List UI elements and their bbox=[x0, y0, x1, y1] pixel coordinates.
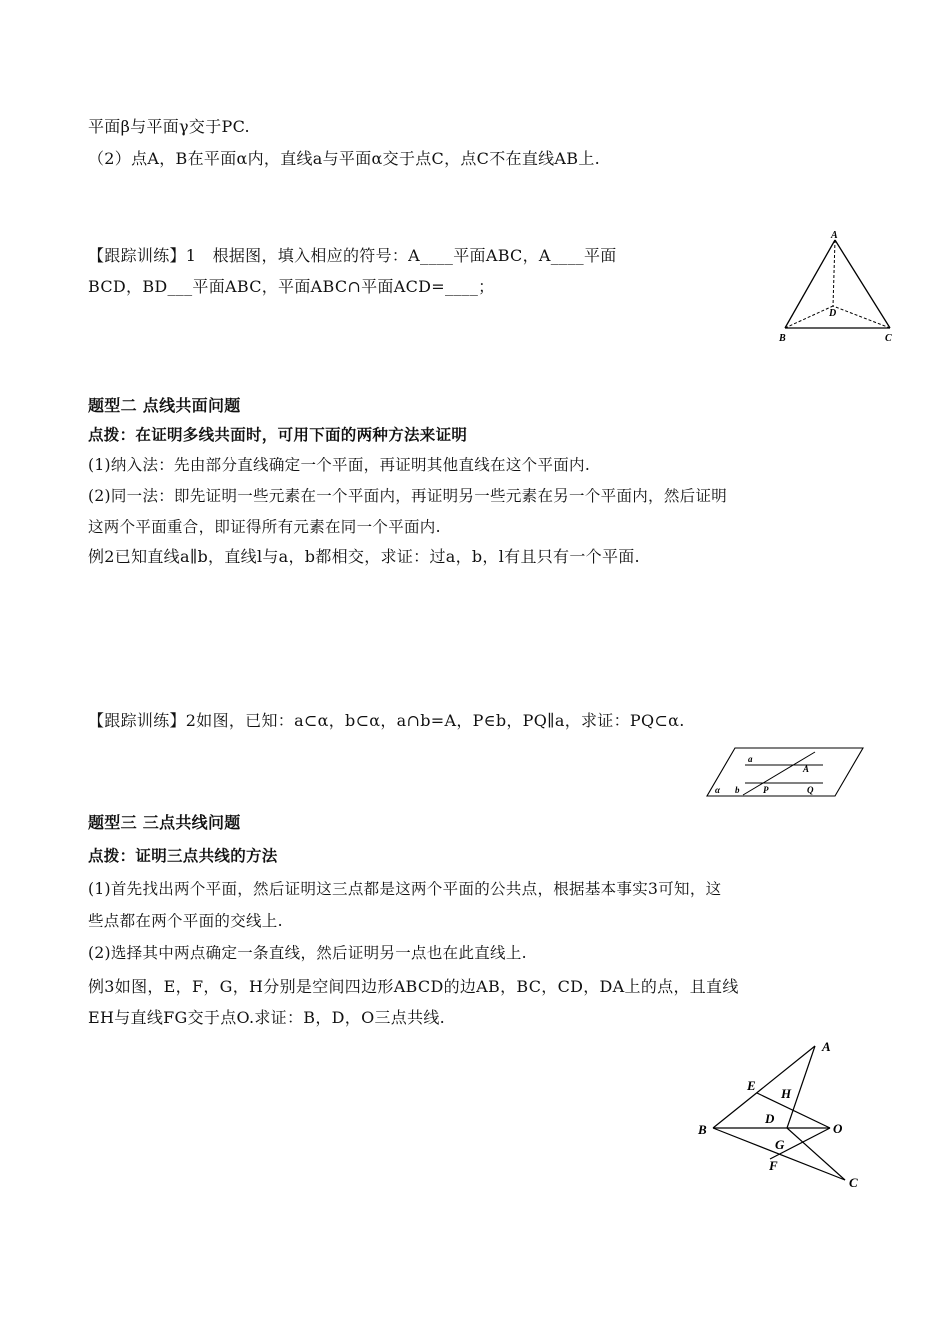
text-line: (2)同一法：即先证明一些元素在一个平面内，再证明另一些元素在另一个平面内，然后证明 bbox=[88, 487, 728, 505]
example-2: 例2已知直线a∥b，直线l与a，b都相交，求证：过a，b，l有且只有一个平面. bbox=[88, 547, 640, 566]
exercise-1-line-1: 【跟踪训练】1 根据图，填入相应的符号：A____平面ABC，A____平面 bbox=[88, 246, 617, 265]
label-Q: Q bbox=[807, 785, 814, 795]
hint-heading: 点拨：在证明多线共面时，可用下面的两种方法来证明 bbox=[88, 426, 468, 444]
label-A: A bbox=[822, 1039, 831, 1054]
text-line: (1)首先找出两个平面，然后证明这三点都是这两个平面的公共点，根据基本事实3可知，这 bbox=[88, 880, 722, 898]
label-D: D bbox=[829, 308, 837, 319]
section-title: 题型二 点线共面问题 bbox=[88, 396, 241, 415]
plane-lines-figure bbox=[705, 745, 865, 800]
label-F: F bbox=[769, 1158, 778, 1173]
label-O: O bbox=[833, 1121, 843, 1136]
text-line: (2)选择其中两点确定一条直线，然后证明另一点也在此直线上. bbox=[88, 944, 527, 962]
text-line: (1)纳入法：先由部分直线确定一个平面，再证明其他直线在这个平面内. bbox=[88, 456, 591, 474]
label-B: B bbox=[698, 1122, 707, 1137]
text-line: 些点都在两个平面的交线上. bbox=[88, 912, 283, 930]
exercise-2: 【跟踪训练】2如图，已知：a⊂α，b⊂α，a∩b=A，P∈b，PQ∥a，求证：PQ⊂α. bbox=[88, 711, 685, 730]
label-C: C bbox=[885, 333, 892, 344]
tetrahedron-figure bbox=[775, 228, 905, 346]
label-b: b bbox=[735, 785, 740, 795]
label-H: H bbox=[781, 1086, 792, 1101]
exercise-1-line-2: BCD，BD___平面ABC，平面ABC∩平面ACD=____； bbox=[88, 277, 495, 296]
hint-heading: 点拨：证明三点共线的方法 bbox=[88, 847, 278, 865]
label-B: B bbox=[779, 333, 786, 344]
label-A: A bbox=[831, 230, 838, 241]
text-line: 这两个平面重合，即证得所有元素在同一个平面内. bbox=[88, 518, 441, 536]
label-D: D bbox=[765, 1111, 775, 1126]
section-title: 题型三 三点共线问题 bbox=[88, 813, 241, 832]
example-3-line-2: EH与直线FG交于点O.求证：B，D，O三点共线. bbox=[88, 1008, 446, 1027]
label-G: G bbox=[775, 1137, 785, 1152]
label-alpha: α bbox=[715, 785, 720, 795]
label-P: P bbox=[763, 785, 769, 795]
label-a: a bbox=[748, 754, 753, 764]
spatial-quadrilateral-figure bbox=[695, 1035, 870, 1195]
text-line: 平面β与平面γ交于PC. bbox=[88, 117, 250, 136]
label-C: C bbox=[849, 1175, 858, 1190]
text-line: （2）点A，B在平面α内，直线a与平面α交于点C，点C不在直线AB上. bbox=[88, 149, 601, 168]
example-3-line-1: 例3如图，E，F，G，H分别是空间四边形ABCD的边AB，BC，CD，DA上的点，且直线 bbox=[88, 977, 739, 996]
label-A: A bbox=[803, 764, 810, 774]
label-E: E bbox=[747, 1078, 756, 1093]
